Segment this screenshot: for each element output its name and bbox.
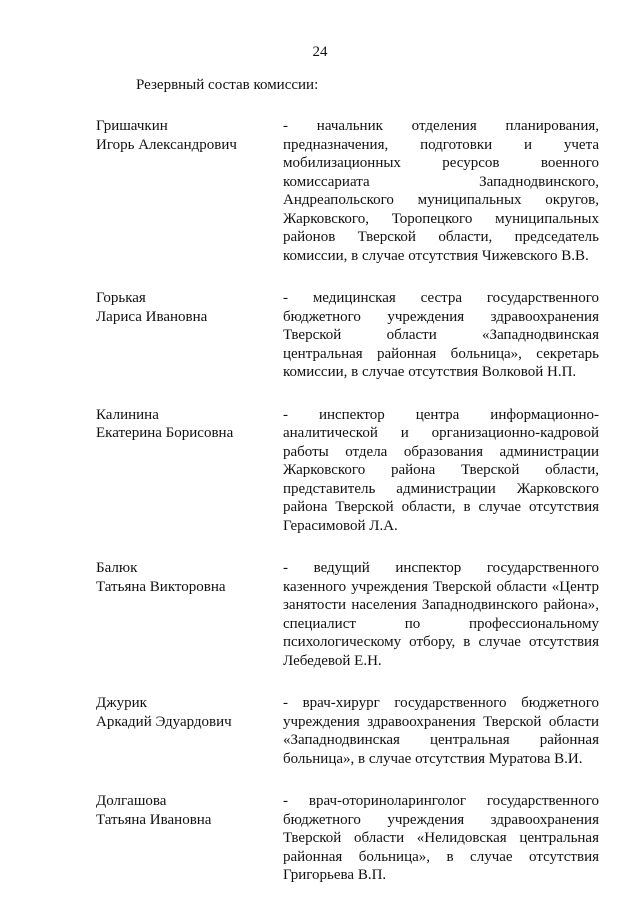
member-description: - врач-хирург государственного бюджетного учреждения здравоохранения Тверской области «Западнодвинская центральная районная больница», в случае отсутствия Муратова В.И.	[283, 695, 599, 767]
member-entry	[96, 117, 599, 265]
member-surname: Джурик	[96, 695, 147, 711]
member-name	[96, 694, 283, 768]
member-description: - ведущий инспектор государственного казенного учреждения Тверской области «Центр занятости населения Западнодвинского района», специалист по профессиональному психологическому отбору, в случае отсутствия Лебедевой Е.Н.	[283, 560, 599, 669]
member-entry	[96, 559, 599, 670]
member-name	[96, 117, 283, 265]
member-given-name: Аркадий Эдуардович	[96, 713, 232, 730]
member-description: - инспектор центра информационно-аналитической и организационно-кадровой работы отдела образования администрации Жарковского района Тверской области, представитель администрации Жарковского района Тверской области, в случае отсутствия Герасимовой Л.А.	[283, 406, 599, 534]
member-entry	[96, 289, 599, 382]
member-given-name: Татьяна Ивановна	[96, 811, 212, 828]
member-given-name: Татьяна Викторовна	[96, 578, 226, 595]
member-given-name: Игорь Александрович	[96, 136, 237, 153]
member-surname: Гришачкин	[96, 118, 168, 134]
member-surname: Балюк	[96, 560, 138, 576]
member-given-name: Екатерина Борисовна	[96, 425, 234, 441]
member-surname: Калинина	[96, 406, 159, 423]
member-entry	[96, 792, 599, 885]
member-name	[96, 289, 283, 382]
member-name	[96, 792, 283, 885]
member-list	[96, 117, 599, 909]
member-description: - медицинская сестра государственного бюджетного учреждения здравоохранения Тверской области «Западнодвинская центральная районная больница», секретарь комиссии, в случае отсутствия Волковой Н.П.	[283, 290, 599, 380]
member-given-name: Лариса Ивановна	[96, 308, 208, 325]
member-entry	[96, 694, 599, 768]
page-number: 24	[312, 44, 328, 60]
section-title: Резервный состав комиссии:	[136, 77, 319, 93]
member-entry	[96, 406, 599, 536]
member-description: - начальник отделения планирования, предназначения, подготовки и учета мобилизационных ресурсов военного комиссариата Западнодвинского, Андреапольского муниципальных округов, Жарковского, Торопецкого муниципальных районов Тверской области, председатель комиссии, в случае отсутствия Чижевского В.В.	[283, 118, 599, 264]
member-surname: Горькая	[96, 290, 146, 306]
member-surname: Долгашова	[96, 793, 167, 809]
member-name	[96, 559, 283, 670]
member-name	[96, 406, 283, 536]
member-description: - врач-оториноларинголог государственного бюджетного учреждения здравоохранения Тверской области «Нелидовская центральная районная больница», в случае отсутствия Григорьева В.П.	[283, 793, 599, 883]
